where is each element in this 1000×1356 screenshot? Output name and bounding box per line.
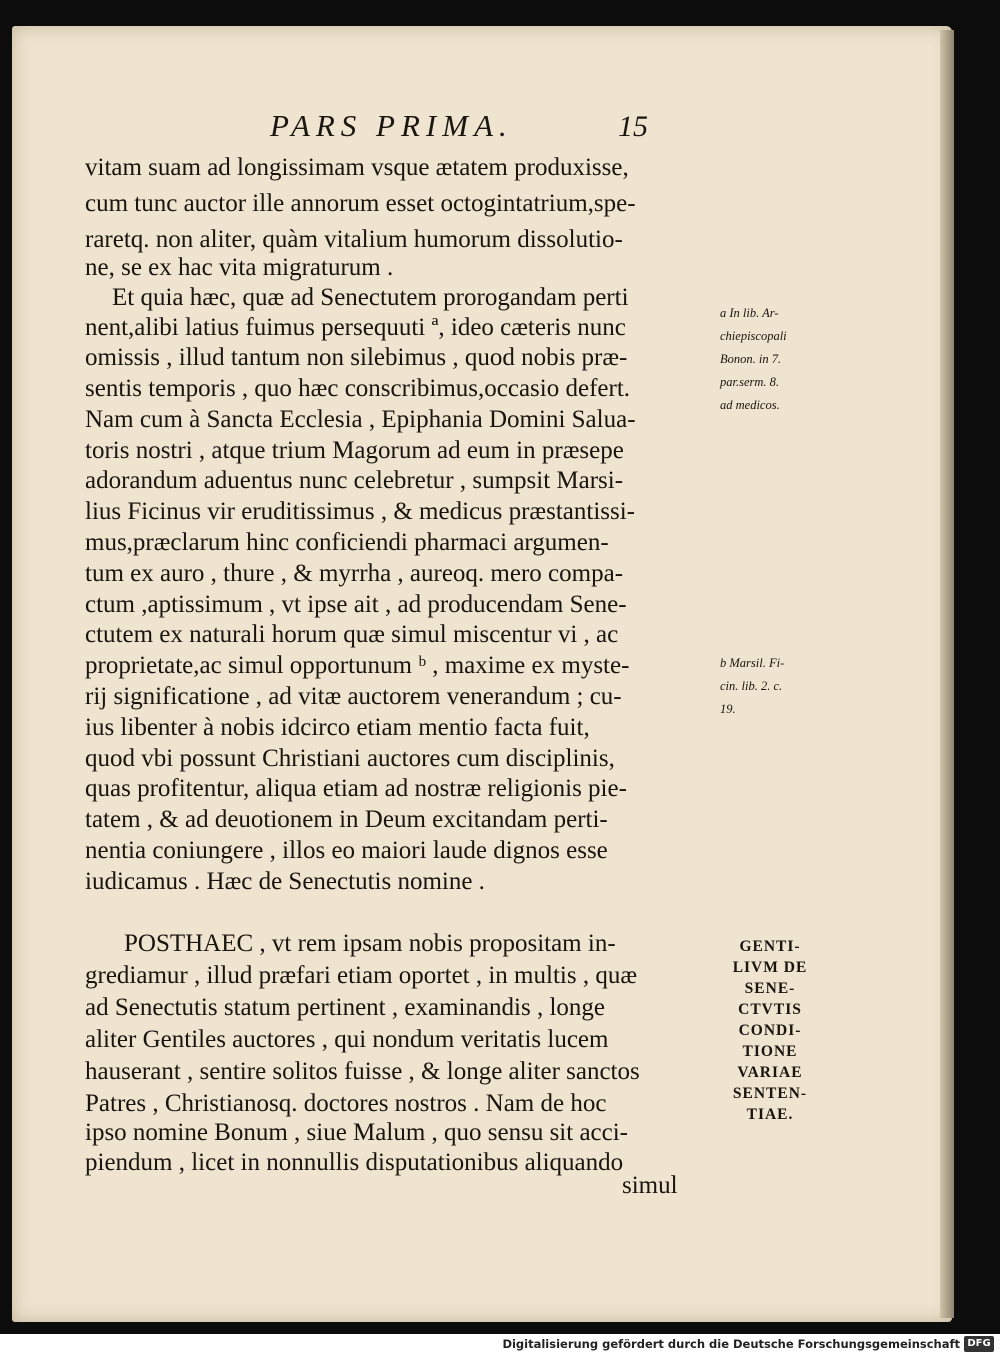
running-title: PARS PRIMA. — [270, 108, 513, 143]
dfg-logo: DFG — [964, 1336, 994, 1352]
note-line: ad medicos. — [720, 398, 780, 412]
note-line: par.serm. 8. — [720, 375, 780, 389]
running-head — [250, 108, 670, 152]
text-line: ipso nomine Bonum , siue Malum , quo sensu sit acci- — [85, 1119, 629, 1146]
page-number: 15 — [618, 110, 648, 143]
text-line: nent,alibi latius fuimus persequuti ª, ideo cæteris nunc — [85, 314, 626, 341]
page-edge — [940, 30, 954, 1318]
note-line: chiepiscopali — [720, 329, 787, 343]
text-line: iudicamus . Hæc de Senectutis nomine . — [85, 868, 485, 895]
shoulder-note — [720, 936, 820, 1125]
shoulder-line: TIONE — [742, 1043, 798, 1060]
text-line: ne, se ex hac vita migraturum . — [85, 254, 394, 281]
text-line: aliter Gentiles auctores , qui nondum veritatis lucem — [85, 1026, 609, 1053]
text-line: ctutem ex naturali horum quæ simul miscentur vi , ac — [85, 621, 619, 648]
text-line: tum ex auro , thure , & myrrha , aureoq. mero compa- — [85, 560, 624, 587]
shoulder-line: SENTEN- — [732, 1085, 808, 1102]
text-line: cum tunc auctor ille annorum esset octogintatrium,spe- — [85, 190, 636, 217]
marginal-note-b — [720, 652, 820, 721]
note-line: Bonon. in 7. — [720, 352, 782, 366]
text-line: toris nostri , atque trium Magorum ad eum in præsepe — [85, 437, 624, 464]
text-line: POSTHAEC , vt rem ipsam nobis propositam in- — [124, 930, 616, 957]
text-line: hauserant , sentire solitos fuisse , & longe aliter sanctos — [85, 1058, 640, 1085]
text-line: Patres , Christianosq. doctores nostros . Nam de hoc — [85, 1090, 607, 1117]
text-line: adorandum aduentus nunc celebretur , sumpsit Marsi- — [85, 467, 624, 494]
note-line: 19. — [720, 702, 736, 716]
note-line: b Marsil. Fi- — [720, 656, 785, 670]
footer-credit: Digitalisierung gefördert durch die Deutsche Forschungsgemeinschaft — [502, 1337, 960, 1351]
text-line: ad Senectutis statum pertinent , examinandis , longe — [85, 994, 606, 1021]
shoulder-line: CTVTIS — [738, 1001, 802, 1018]
text-line: ctum ,aptissimum , vt ipse ait , ad producendam Sene- — [85, 591, 627, 618]
note-line: a In lib. Ar- — [720, 306, 779, 320]
shoulder-line: SENE- — [744, 980, 796, 997]
text-line: mus,præclarum hinc conficiendi pharmaci argumen- — [85, 529, 609, 556]
note-line: cin. lib. 2. c. — [720, 679, 783, 693]
shoulder-line: GENTI- — [739, 938, 801, 955]
text-line: tatem , & ad deuotionem in Deum excitandam perti- — [85, 806, 608, 833]
catchword: simul — [622, 1172, 678, 1199]
text-line: quod vbi possunt Christiani auctores cum disciplinis, — [85, 745, 615, 772]
text-line: vitam suam ad longissimam vsque ætatem produxisse, — [85, 154, 629, 181]
text-line: grediamur , illud præfari etiam oportet , in multis , quæ — [85, 962, 637, 989]
text-line: raretq. non aliter, quàm vitalium humorum dissolutio- — [85, 226, 623, 253]
text-line: quas profitentur, aliqua etiam ad nostræ religionis pie- — [85, 775, 627, 802]
text-line: lius Ficinus vir eruditissimus , & medicus præstantissi- — [85, 498, 635, 525]
text-line: piendum , licet in nonnullis disputationibus aliquando — [85, 1149, 624, 1176]
shoulder-line: VARIAE — [737, 1064, 803, 1081]
shoulder-line: TIAE. — [746, 1106, 794, 1123]
text-line: sentis temporis , quo hæc conscribimus,occasio defert. — [85, 375, 631, 402]
text-line: Et quia hæc, quæ ad Senectutem prorogandam perti — [112, 284, 629, 311]
text-line: ius libenter à nobis idcirco etiam mentio facta fuit, — [85, 714, 590, 741]
marginal-note-a — [720, 302, 820, 417]
footer-bar — [0, 1334, 1000, 1356]
text-line: proprietate,ac simul opportunum ᵇ , maxime ex myste- — [85, 652, 630, 679]
text-line: rij significatione , ad vitæ auctorem venerandum ; cu- — [85, 683, 622, 710]
shoulder-line: CONDI- — [738, 1022, 802, 1039]
text-line: nentia coniungere , illos eo maiori laude dignos esse — [85, 837, 608, 864]
text-line: Nam cum à Sancta Ecclesia , Epiphania Domini Salua- — [85, 406, 636, 433]
shoulder-line: LIVM DE — [732, 959, 808, 976]
text-line: omissis , illud tantum non silebimus , quod nobis præ- — [85, 344, 628, 371]
